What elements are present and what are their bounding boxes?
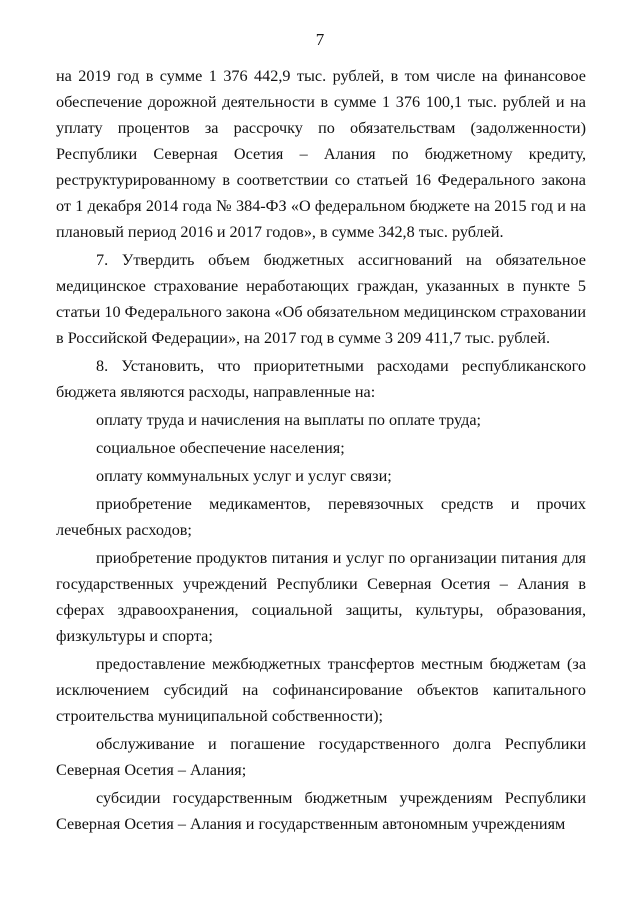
list-item-food-services: приобретение продуктов питания и услуг по организации питания для государственных учреждений Республики Северная Осетия – Алания в сферах здравоохранения, социальной защиты, культуры, образования, физкультуры и спорта;	[56, 549, 586, 645]
list-item-state-debt: обслуживание и погашение государственного долга Республики Северная Осетия – Алания;	[56, 735, 586, 779]
page-number: 7	[315, 30, 325, 49]
paragraph-continuation: на 2019 год в сумме 1 376 442,9 тыс. рублей, в том числе на финансовое обеспечение дорожной деятельности в сумме 1 376 100,1 тыс. рублей и на уплату процентов за рассрочку по обязательствам (задолженности) Республики Северная Осетия – Алания по бюджетному кредиту, реструктурированному в соответствии со статьей 16 Федерального закона от 1 декабря 2014 года № 384-ФЗ «О федеральном бюджете на 2015 год и на плановый период 2016 и 2017 годов», в сумме 342,8 тыс. рублей.	[56, 67, 586, 241]
paragraph-item-8: 8. Установить, что приоритетными расходами республиканского бюджета являются расходы, направленные на:	[56, 357, 586, 401]
list-item-medicines: приобретение медикаментов, перевязочных средств и прочих лечебных расходов;	[56, 495, 586, 539]
paragraph-item-7: 7. Утвердить объем бюджетных ассигнований на обязательное медицинское страхование неработающих граждан, указанных в пункте 5 статьи 10 Федерального закона «Об обязательном медицинском страховании в Российской Федерации», на 2017 год в сумме 3 209 411,7 тыс. рублей.	[56, 251, 586, 347]
list-item-interbudget-transfers: предоставление межбюджетных трансфертов местным бюджетам (за исключением субсидий на софинансирование объектов капитального строительства муниципальной собственности);	[56, 655, 586, 725]
list-item-subsidies: субсидии государственным бюджетным учреждениям Республики Северная Осетия – Алания и государственным автономным учреждениям	[56, 789, 586, 833]
list-item-utilities: оплату коммунальных услуг и услуг связи;	[96, 467, 392, 485]
list-item-labor-pay: оплату труда и начисления на выплаты по оплате труда;	[96, 411, 482, 429]
list-item-social-security: социальное обеспечение населения;	[96, 439, 345, 457]
document-body	[56, 63, 586, 837]
